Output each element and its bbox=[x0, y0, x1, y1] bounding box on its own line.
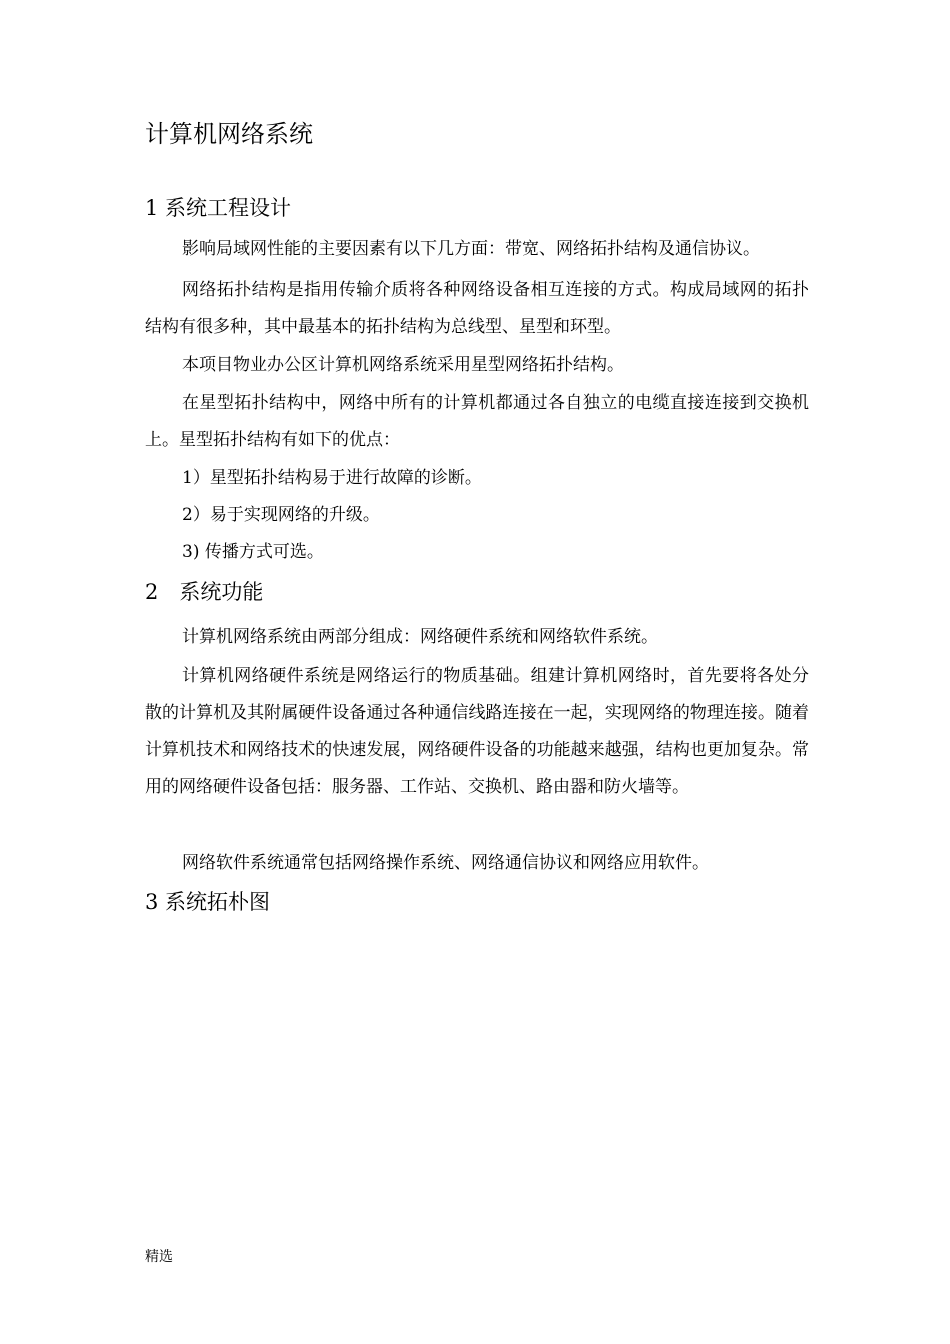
section-2-heading: 2 系统功能 bbox=[145, 580, 264, 604]
section-1-paragraph-4: 在星型拓扑结构中，网络中所有的计算机都通过各自独立的电缆直接连接到交换机上。星型拓扑结构有如下的优点： bbox=[145, 393, 809, 450]
section-1-paragraph-1: 影响局域网性能的主要因素有以下几方面：带宽、网络拓扑结构及通信协议。 bbox=[182, 239, 760, 259]
section-1-heading: 1 系统工程设计 bbox=[145, 196, 292, 220]
section-1-paragraph-2: 网络拓扑结构是指用传输介质将各种网络设备相互连接的方式。构成局域网的拓扑结构有很多种，其中最基本的拓扑结构为总线型、星型和环型。 bbox=[145, 280, 809, 337]
section-1-list-item-2: 2）易于实现网络的升级。 bbox=[182, 505, 380, 525]
page-footer: 精选 bbox=[145, 1249, 173, 1265]
section-1-paragraph-3: 本项目物业办公区计算机网络系统采用星型网络拓扑结构。 bbox=[182, 355, 624, 375]
section-2-paragraph-2: 计算机网络硬件系统是网络运行的物质基础。组建计算机网络时，首先要将各处分散的计算机及其附属硬件设备通过各种通信线路连接在一起，实现网络的物理连接。随着计算机技术和网络技术的快速发展，网络硬件设备的功能越来越强，结构也更加复杂。常用的网络硬件设备包括：服务器、工作站、交换机、路由器和防火墙等。 bbox=[145, 666, 809, 797]
section-2-paragraph-3: 网络软件系统通常包括网络操作系统、网络通信协议和网络应用软件。 bbox=[182, 853, 709, 873]
section-2-paragraph-1: 计算机网络系统由两部分组成：网络硬件系统和网络软件系统。 bbox=[182, 627, 658, 647]
document-title: 计算机网络系统 bbox=[145, 120, 313, 148]
section-1-list-item-1: 1）星型拓扑结构易于进行故障的诊断。 bbox=[182, 468, 482, 488]
section-1-list-item-3: 3) 传播方式可选。 bbox=[182, 542, 324, 562]
section-3-heading: 3 系统拓朴图 bbox=[145, 890, 271, 914]
